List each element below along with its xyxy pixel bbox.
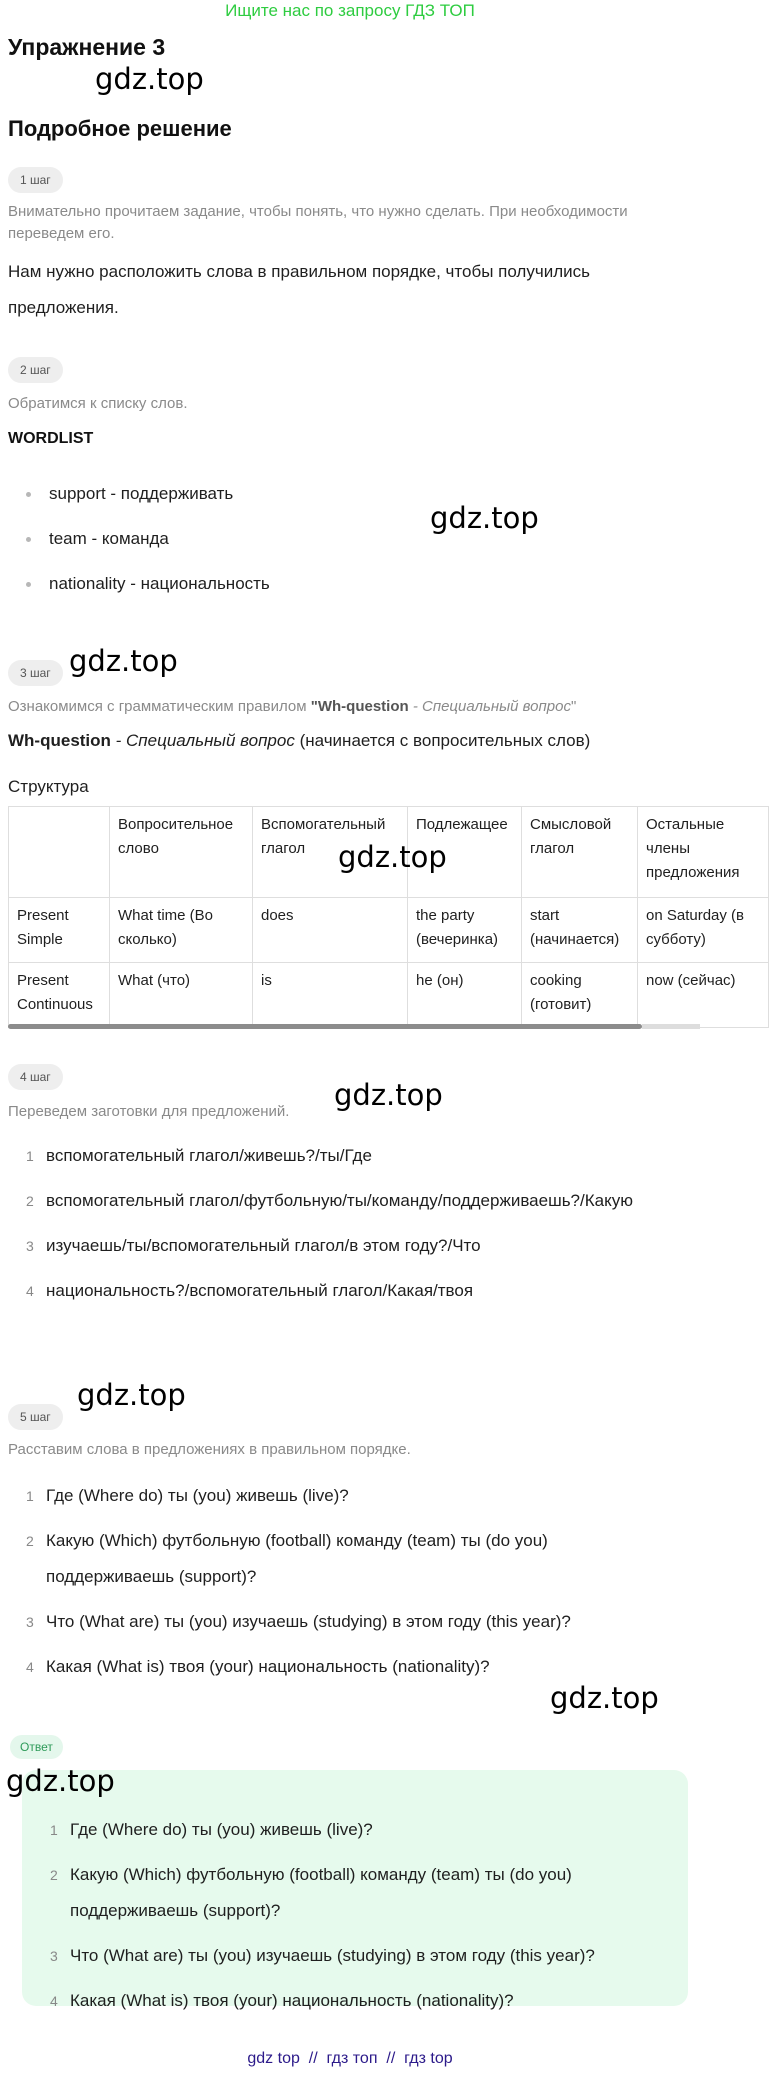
table-cell: the party (вечеринка) [408, 898, 522, 963]
answer-list [34, 1812, 664, 2028]
step-4-badge: 4 шаг [8, 1064, 63, 1090]
list-item: 3 изучаешь/ты/вспомогательный глагол/в этом году?/Что [26, 1236, 481, 1255]
watermark: gdz.top [69, 644, 178, 678]
step-4-list [10, 1138, 650, 1318]
wordlist-heading: WORDLIST [8, 430, 94, 447]
step-1-hint: Внимательно прочитаем задание, чтобы понять, что нужно сделать. При необходимости переведем его. [8, 203, 628, 242]
list-item: 4 Какая (What is) твоя (your) национальность (nationality)? [26, 1657, 490, 1676]
wordlist-item: nationality - национальность [26, 561, 270, 606]
list-item: 4 национальность?/вспомогательный глагол/Какая/твоя [26, 1281, 474, 1300]
list-item: 2 Какую (Which) футбольную (football) команду (team) ты (do you) поддерживаешь (support)? [26, 1531, 548, 1586]
step-3-hint [8, 696, 698, 718]
table-cell: What (что) [110, 963, 253, 1028]
top-banner[interactable]: Ищите нас по запросу ГДЗ ТОП [225, 1, 475, 20]
table-header-cell: Вспомогательный глагол [253, 807, 408, 898]
wordlist [26, 471, 270, 606]
watermark: gdz.top [334, 1078, 443, 1112]
table-cell: is [253, 963, 408, 1028]
table-cell: Present Continuous [9, 963, 110, 1028]
answer-badge: Ответ [10, 1735, 63, 1759]
table-cell: he (он) [408, 963, 522, 1028]
answer-item: 4 Какая (What is) твоя (your) национальность (nationality)? [50, 1991, 514, 2010]
table-header-cell [9, 807, 110, 898]
table-cell: What time (Во сколько) [110, 898, 253, 963]
table-cell: Present Simple [9, 898, 110, 963]
watermark: gdz.top [6, 1764, 115, 1798]
list-item: 1 Где (Where do) ты (you) живешь (live)? [26, 1486, 349, 1505]
answer-item: 3 Что (What are) ты (you) изучаешь (studying) в этом году (this year)? [50, 1946, 595, 1965]
rule-italic: - Специальный вопрос [110, 731, 295, 750]
solution-title: Подробное решение [8, 116, 232, 141]
rule-line [8, 731, 590, 751]
table-row [9, 898, 769, 963]
step-5-badge: 5 шаг [8, 1404, 63, 1430]
table-scrollbar-track[interactable] [642, 1024, 700, 1029]
step-3-hint-prefix: Ознакомимся с грамматическим правилом [8, 698, 311, 715]
watermark: gdz.top [430, 501, 539, 535]
step-4-hint: Переведем заготовки для предложений. [8, 1103, 290, 1120]
table-cell: on Saturday (в субботу) [638, 898, 769, 963]
rule-term: Wh-question [8, 731, 111, 750]
step-5-hint: Расставим слова в предложениях в правильном порядке. [8, 1441, 411, 1458]
step-2-badge: 2 шаг [8, 357, 63, 383]
list-item: 1 вспомогательный глагол/живешь?/ты/Где [26, 1146, 372, 1165]
table-cell: cooking (готовит) [522, 963, 638, 1028]
answer-item: 2 Какую (Which) футбольную (football) команду (team) ты (do you) поддерживаешь (support)? [50, 1865, 572, 1920]
grammar-table-scroll[interactable] [8, 806, 745, 1026]
step-3-hint-suffix: " [570, 698, 577, 715]
step-1-badge: 1 шаг [8, 167, 63, 193]
watermark: gdz.top [77, 1378, 186, 1412]
table-scrollbar-thumb[interactable] [8, 1024, 642, 1029]
step-2-hint: Обратимся к списку слов. [8, 395, 188, 412]
answer-item: 1 Где (Where do) ты (you) живешь (live)? [50, 1820, 373, 1839]
list-item: 2 вспомогательный глагол/футбольную/ты/команду/поддерживаешь?/Какую [26, 1191, 633, 1210]
table-header-cell: Остальные члены предложения [638, 807, 769, 898]
rule-rest: (начинается с вопросительных слов) [294, 731, 591, 750]
table-cell: start (начинается) [522, 898, 638, 963]
step-3-badge: 3 шаг [8, 660, 63, 686]
watermark: gdz.top [95, 62, 204, 96]
footer-links[interactable]: gdz top // гдз топ // гдз top [247, 2050, 453, 2067]
step-5-list [10, 1478, 650, 1694]
table-header-cell: Вопросительное слово [110, 807, 253, 898]
step-3-hint-term: "Wh-question [310, 698, 409, 715]
wordlist-item: team - команда [26, 516, 270, 561]
step-1-text: Нам нужно расположить слова в правильном порядке, чтобы получились предложения. [8, 262, 590, 317]
watermark: gdz.top [550, 1681, 659, 1715]
table-cell: now (сейчас) [638, 963, 769, 1028]
watermark: gdz.top [338, 840, 447, 874]
table-row [9, 963, 769, 1028]
table-header-cell: Смысловой глагол [522, 807, 638, 898]
wordlist-item: support - поддерживать [26, 471, 270, 516]
table-header-cell: Подлежащее [408, 807, 522, 898]
exercise-title: Упражнение 3 [8, 34, 166, 60]
list-item: 3 Что (What are) ты (you) изучаешь (studying) в этом году (this year)? [26, 1612, 571, 1631]
step-3-hint-italic: - Специальный вопрос [408, 698, 571, 715]
structure-label: Структура [8, 777, 89, 796]
table-cell: does [253, 898, 408, 963]
